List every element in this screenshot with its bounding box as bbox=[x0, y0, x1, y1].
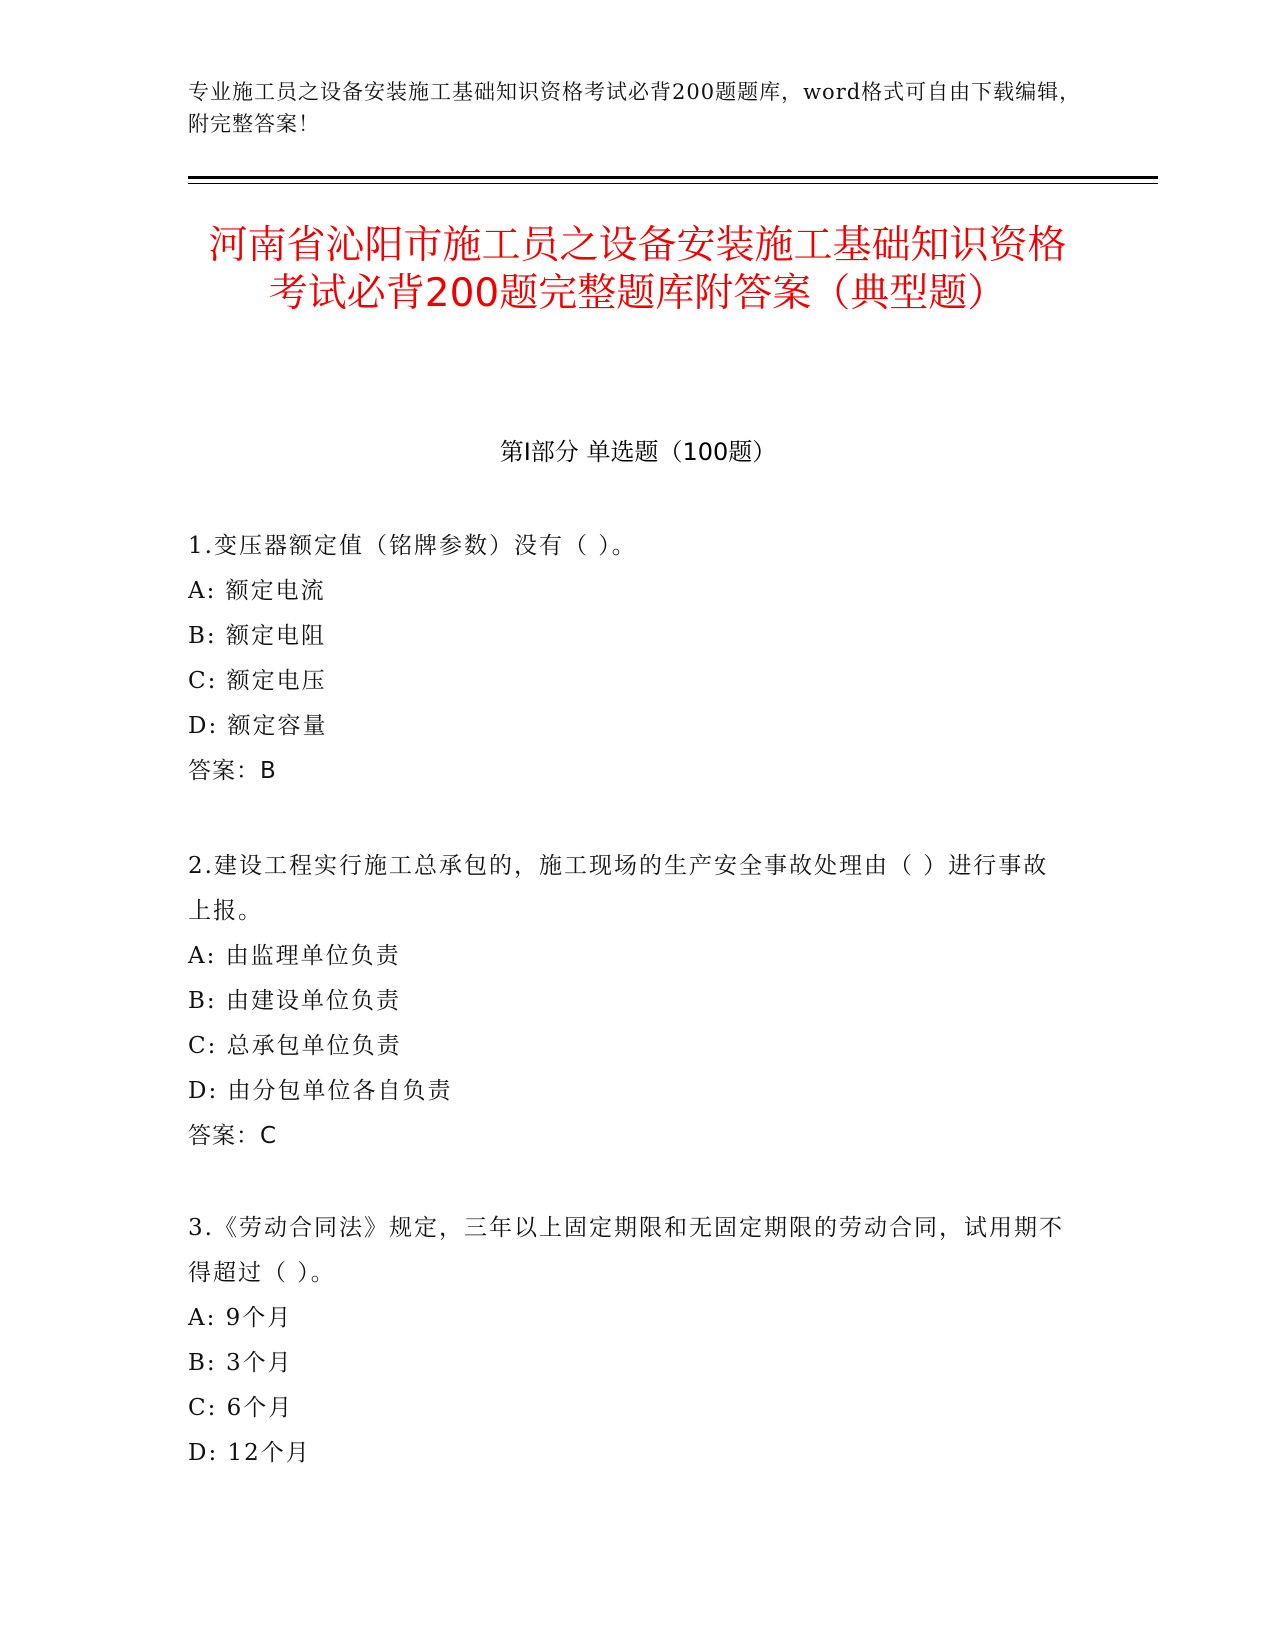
answer: 答案：B bbox=[188, 758, 277, 784]
option-d: D: 由分包单位各自负责 bbox=[188, 1078, 453, 1104]
question-stem: 3.《劳动合同法》规定，三年以上固定期限和无固定期限的劳动合同，试用期不得超过（ ）。 bbox=[188, 1215, 1064, 1286]
option-a: A: 额定电流 bbox=[188, 578, 326, 604]
option-c: C: 总承包单位负责 bbox=[188, 1033, 402, 1059]
option-b: B: 由建设单位负责 bbox=[188, 988, 401, 1014]
option-a: A: 由监理单位负责 bbox=[188, 943, 401, 969]
option-d: D: 额定容量 bbox=[188, 713, 328, 739]
section-title: 第I部分 单选题（100题） bbox=[499, 438, 777, 466]
question-3 bbox=[188, 1206, 1068, 1476]
header-divider-thick bbox=[188, 176, 1158, 179]
question-1 bbox=[188, 524, 1068, 794]
question-stem: 2.建设工程实行施工总承包的，施工现场的生产安全事故处理由（ ）进行事故上报。 bbox=[188, 853, 1049, 924]
option-b: B: 额定电阻 bbox=[188, 623, 326, 649]
question-2 bbox=[188, 844, 1068, 1159]
header-divider-thin bbox=[188, 183, 1158, 184]
option-c: C: 额定电压 bbox=[188, 668, 327, 694]
question-stem: 1.变压器额定值（铭牌参数）没有（ ）。 bbox=[188, 533, 637, 559]
option-c: C: 6个月 bbox=[188, 1395, 294, 1421]
option-b: B: 3个月 bbox=[188, 1350, 293, 1376]
option-a: A: 9个月 bbox=[188, 1305, 293, 1331]
answer: 答案：C bbox=[188, 1123, 278, 1149]
option-d: D: 12个月 bbox=[188, 1440, 311, 1466]
header-note: 专业施工员之设备安装施工基础知识资格考试必背200题题库，word格式可自由下载编辑，附完整答案！ bbox=[188, 80, 1082, 136]
document-title: 河南省沁阳市施工员之设备安装施工基础知识资格考试必背200题完整题库附答案（典型题） bbox=[208, 223, 1067, 316]
